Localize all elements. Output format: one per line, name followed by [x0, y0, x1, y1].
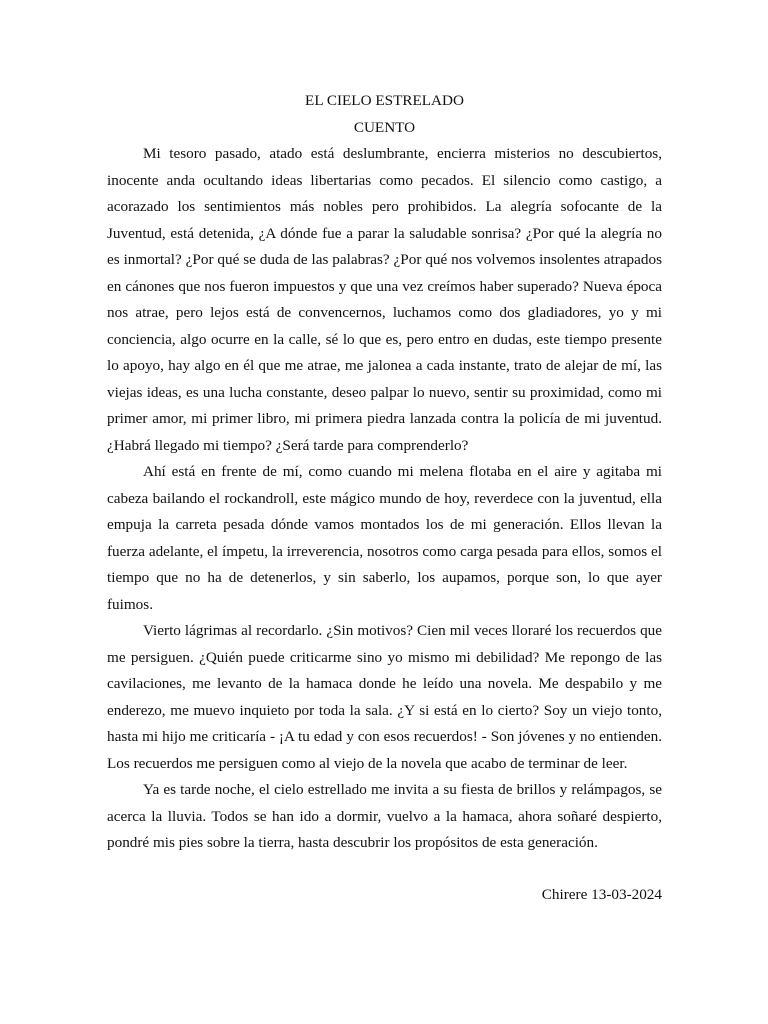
signature-date: Chirere 13-03-2024: [541, 885, 662, 903]
document-title: EL CIELO ESTRELADO: [305, 92, 464, 109]
paragraph: Ahí está en frente de mí, como cuando mi melena flotaba en el aire y agitaba mi cabeza bailando el rockandroll, este mágico mundo de hoy, reverdece con la juventud, ella empuja la carreta pesada dónde vamos montados los de mi generación. Ellos llevan la fuerza adelante, el ímpetu, la irreverencia, nosotros como carga pesada para ellos, somos el tiempo que no ha de detenerlos, y sin saberlo, los aupamos, porque son, lo que ayer fuimos.: [107, 463, 662, 613]
document-subtitle: CUENTO: [353, 118, 416, 136]
paragraph: Mi tesoro pasado, atado está deslumbrante, encierra misterios no descubiertos, inocente anda ocultando ideas libertarias como pecados. El silencio como castigo, a acorazado los sentimientos más nobles pero prohibidos. La alegría sofocante de la Juventud, está detenida, ¿A dónde fue a parar la saludable sonrisa? ¿Por qué la alegría no es inmortal? ¿Por qué se duda de las palabras? ¿Por qué nos volvemos insolentes atrapados en cánones que nos fueron impuestos y que una vez creímos haber superado? Nueva época nos atrae, pero lejos está de convencernos, luchamos como dos gladiadores, yo y mi conciencia, algo ocurre en la calle, sé lo que es, pero entro en dudas, este tiempo presente lo apoyo, hay algo en él que me atrae, me jalonea a cada instante, trato de alejar de mí, las viejas ideas, es una lucha constante, deseo palpar lo nuevo, sentir su proximidad, como mi primer amor, mi primer libro, mi primera piedra lanzada contra la policía de mi juventud. ¿Habrá llegado mi tiempo? ¿Será tarde para comprenderlo?: [107, 145, 662, 454]
paragraph: Ya es tarde noche, el cielo estrellado me invita a su fiesta de brillos y relámpagos, se acerca la lluvia. Todos se han ido a dormir, vuelvo a la hamaca, ahora soñaré despierto, pondré mis pies sobre la tierra, hasta descubrir los propósitos de esta generación.: [107, 781, 662, 851]
paragraph: Vierto lágrimas al recordarlo. ¿Sin motivos? Cien mil veces lloraré los recuerdos que me persiguen. ¿Quién puede criticarme sino yo mismo mi debilidad? Me repongo de las cavilaciones, me levanto de la hamaca donde he leído una novela. Me despabilo y me enderezo, me muevo inquieto por toda la sala. ¿Y si está en lo cierto? Soy un viejo tonto, hasta mi hijo me criticaría - ¡A tu edad y con esos recuerdos! - Son jóvenes y no entienden. Los recuerdos me persiguen como al viejo de la novela que acabo de terminar de leer.: [107, 622, 662, 772]
document-page: [107, 88, 662, 908]
